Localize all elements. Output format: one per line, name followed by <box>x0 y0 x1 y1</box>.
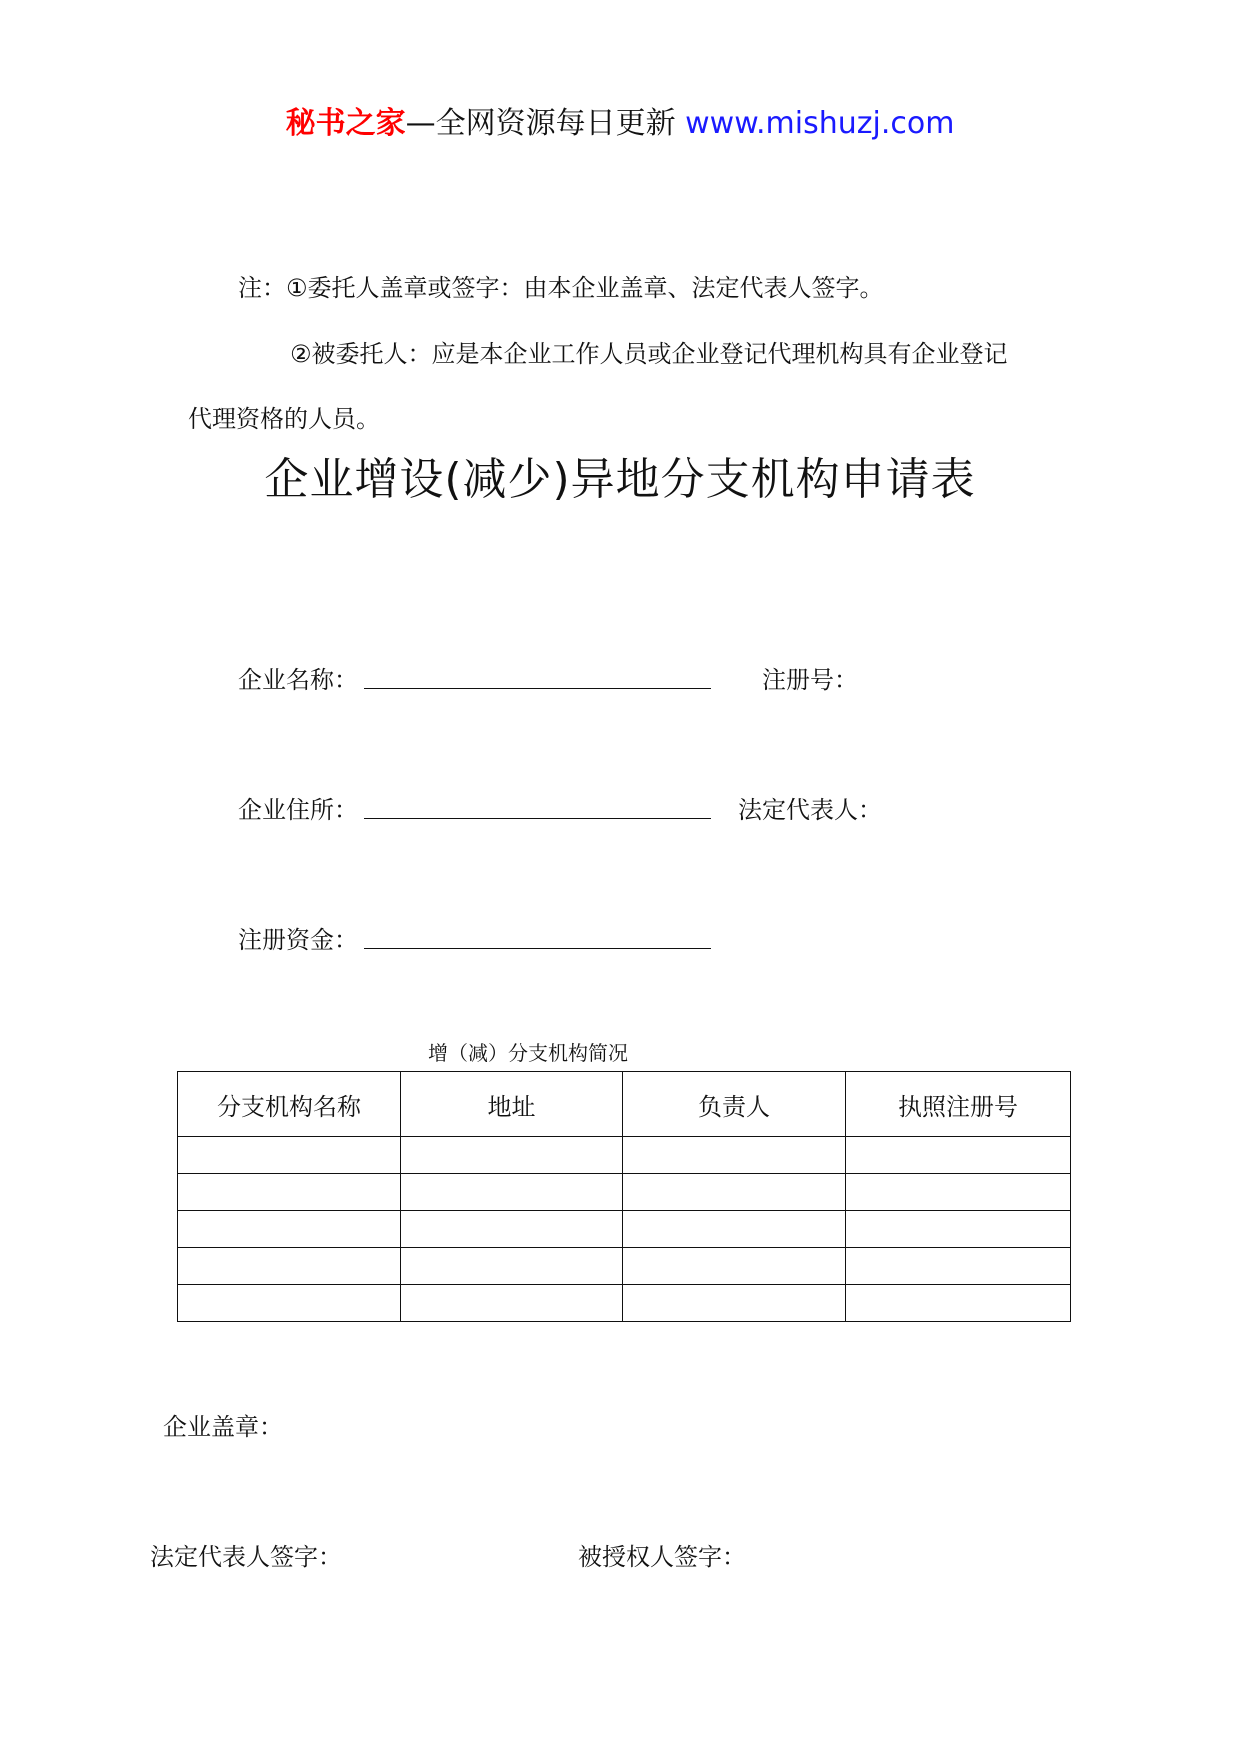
table-cell[interactable] <box>178 1285 401 1322</box>
table-cell[interactable] <box>846 1174 1071 1211</box>
note-line-1: 注：①委托人盖章或签字：由本企业盖章、法定代表人签字。 <box>238 274 884 302</box>
table-cell[interactable] <box>846 1211 1071 1248</box>
table-cell[interactable] <box>846 1137 1071 1174</box>
brand-name: 秘书之家 <box>285 106 406 141</box>
table-cell[interactable] <box>846 1285 1071 1322</box>
registered-capital-field[interactable] <box>364 948 711 949</box>
table-cell[interactable] <box>401 1211 623 1248</box>
company-seal-label: 企业盖章： <box>163 1413 283 1441</box>
page-title: 企业增设(减少)异地分支机构申请表 <box>264 454 976 505</box>
table-cell[interactable] <box>401 1174 623 1211</box>
legal-rep-label: 法定代表人： <box>738 796 882 824</box>
table-row <box>178 1248 1071 1285</box>
note-line-3: 代理资格的人员。 <box>188 405 380 433</box>
table-cell[interactable] <box>401 1285 623 1322</box>
header-banner <box>0 100 1240 148</box>
table-row <box>178 1285 1071 1322</box>
company-address-field[interactable] <box>364 818 711 819</box>
registered-capital-label: 注册资金： <box>238 926 358 954</box>
table-caption: 增（减）分支机构简况 <box>428 1041 628 1065</box>
table-row <box>178 1137 1071 1174</box>
table-header-row <box>178 1072 1071 1137</box>
table-cell[interactable] <box>623 1248 846 1285</box>
branch-table <box>177 1071 1071 1322</box>
table-row <box>178 1174 1071 1211</box>
header-address: 地址 <box>401 1072 623 1137</box>
registration-no-label: 注册号： <box>762 666 858 694</box>
table-cell[interactable] <box>623 1211 846 1248</box>
table-cell[interactable] <box>623 1285 846 1322</box>
table-cell[interactable] <box>178 1248 401 1285</box>
table-cell[interactable] <box>623 1174 846 1211</box>
header-branch-name: 分支机构名称 <box>178 1072 401 1137</box>
table-cell[interactable] <box>623 1137 846 1174</box>
authorized-sign-label: 被授权人签字： <box>578 1543 746 1571</box>
table-cell[interactable] <box>178 1137 401 1174</box>
site-url[interactable]: www.mishuzj.com <box>685 106 955 141</box>
table-cell[interactable] <box>178 1211 401 1248</box>
header-person-in-charge: 负责人 <box>623 1072 846 1137</box>
company-name-field[interactable] <box>364 688 711 689</box>
slogan: —全网资源每日更新 <box>405 106 686 141</box>
table-cell[interactable] <box>178 1174 401 1211</box>
table-cell[interactable] <box>401 1137 623 1174</box>
table-cell[interactable] <box>846 1248 1071 1285</box>
header-license-no: 执照注册号 <box>846 1072 1071 1137</box>
legal-rep-sign-label: 法定代表人签字： <box>150 1543 342 1571</box>
table-row <box>178 1211 1071 1248</box>
company-name-label: 企业名称： <box>238 666 358 694</box>
note-line-2: ②被委托人：应是本企业工作人员或企业登记代理机构具有企业登记 <box>290 340 1008 368</box>
table-cell[interactable] <box>401 1248 623 1285</box>
company-address-label: 企业住所： <box>238 796 358 824</box>
